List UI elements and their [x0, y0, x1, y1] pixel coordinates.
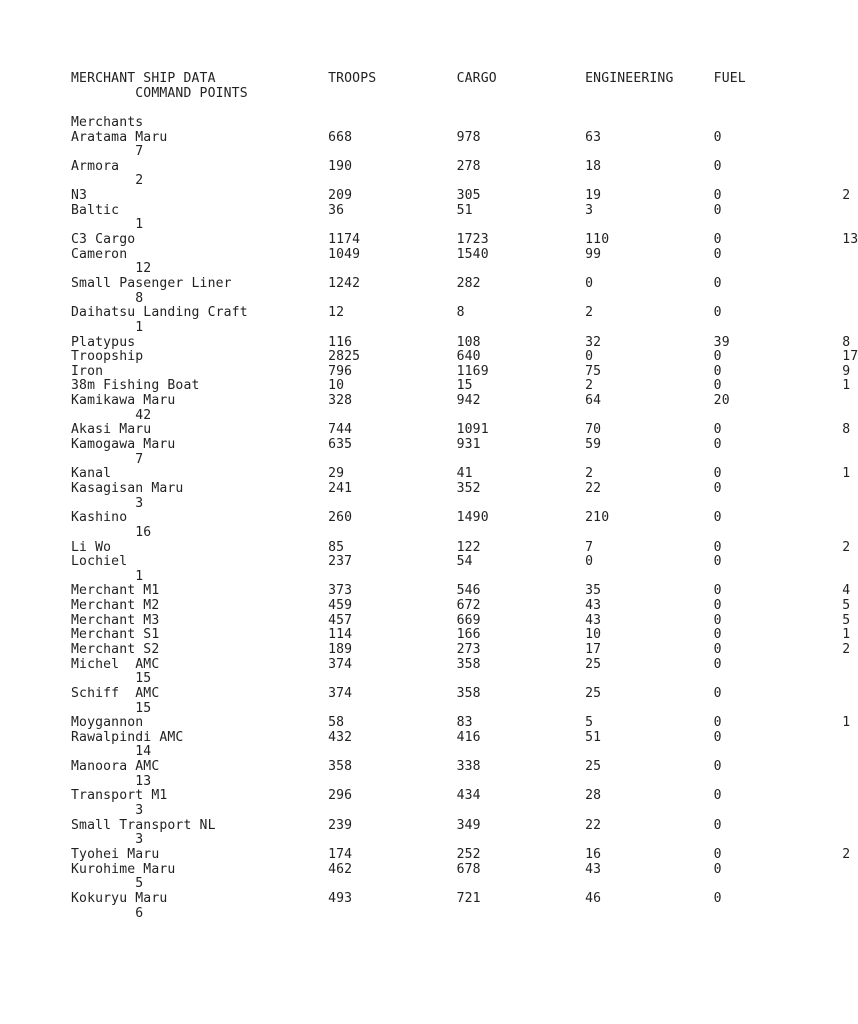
data-line: Kanal 29 41 2 0 1 [71, 466, 851, 482]
data-line: Li Wo 85 122 7 0 2 [71, 539, 851, 555]
data-line: Kamikawa Maru 328 942 64 20 [71, 393, 730, 409]
header-row: MERCHANT SHIP DATA TROOPS CARGO ENGINEERING FUEL [71, 71, 746, 86]
data-line: Kamogawa Maru 635 931 59 0 [71, 437, 722, 453]
data-line: 3 [71, 832, 144, 848]
data-line: 1 [71, 568, 144, 584]
data-line: 42 [71, 407, 152, 423]
data-line: 6 [71, 905, 144, 921]
data-line: Iron 796 1169 75 0 9 [71, 363, 851, 379]
data-line: Moygannon 58 83 5 0 1 [71, 715, 851, 731]
data-line: 2 [71, 173, 144, 189]
data-line: Platypus 116 108 32 39 8 [71, 334, 851, 350]
data-line: Baltic 36 51 3 0 [71, 202, 722, 218]
data-line: Merchant M3 457 669 43 0 5 [71, 612, 851, 628]
data-line: Aratama Maru 668 978 63 0 [71, 129, 722, 145]
data-line: C3 Cargo 1174 1723 110 0 13 [71, 232, 858, 248]
data-line: Michel AMC 374 358 25 0 [71, 656, 722, 672]
data-line: Schiff AMC 374 358 25 0 [71, 685, 722, 701]
data-line: 3 [71, 495, 144, 511]
data-line: N3 209 305 19 0 2 [71, 188, 851, 204]
data-line [71, 101, 858, 116]
data-line: Lochiel 237 54 0 0 [71, 554, 722, 570]
data-line: Kokuryu Maru 493 721 46 0 [71, 890, 722, 906]
data-line: Daihatsu Landing Craft 12 8 2 0 [71, 305, 722, 321]
data-line: Merchant S1 114 166 10 0 1 [71, 627, 851, 643]
data-line: Transport M1 296 434 28 0 [71, 788, 722, 804]
data-line: Troopship 2825 640 0 0 17 [71, 349, 858, 365]
data-line: 3 [71, 803, 144, 819]
data-line: 13 [71, 773, 152, 789]
data-line: Small Pasenger Liner 1242 282 0 0 [71, 275, 722, 291]
data-line: Merchants [71, 114, 144, 130]
data-line: Kurohime Maru 462 678 43 0 [71, 861, 722, 877]
data-line: Merchant M2 459 672 43 0 5 [71, 598, 851, 614]
data-line: Cameron 1049 1540 99 0 [71, 246, 722, 262]
data-line: Armora 190 278 18 0 [71, 158, 722, 174]
data-line: 7 [71, 144, 144, 160]
data-line: 15 [71, 700, 152, 716]
data-line: 7 [71, 451, 144, 467]
data-line: Small Transport NL 239 349 22 0 [71, 817, 722, 833]
data-line: Tyohei Maru 174 252 16 0 2 [71, 846, 851, 862]
data-line: 38m Fishing Boat 10 15 2 0 1 [71, 378, 851, 394]
data-line: Rawalpindi AMC 432 416 51 0 [71, 729, 722, 745]
data-line: 8 [71, 290, 144, 306]
data-line: 5 [71, 876, 144, 892]
data-line: 15 [71, 671, 152, 687]
data-line: Manoora AMC 358 338 25 0 [71, 759, 722, 775]
data-line: 16 [71, 524, 152, 540]
data-line: Merchant S2 189 273 17 0 2 [71, 641, 851, 657]
data-line: Akasi Maru 744 1091 70 0 8 [71, 422, 851, 438]
data-line: 1 [71, 319, 144, 335]
ship-data-document [71, 72, 858, 921]
data-line: Merchant M1 373 546 35 0 4 [71, 583, 851, 599]
data-line: 1 [71, 217, 144, 233]
data-line: Kasagisan Maru 241 352 22 0 [71, 480, 722, 496]
header-row-continued: COMMAND POINTS [71, 85, 248, 101]
data-line: 12 [71, 261, 152, 277]
data-line: Kashino 260 1490 210 0 [71, 510, 722, 526]
data-line: 14 [71, 744, 152, 760]
